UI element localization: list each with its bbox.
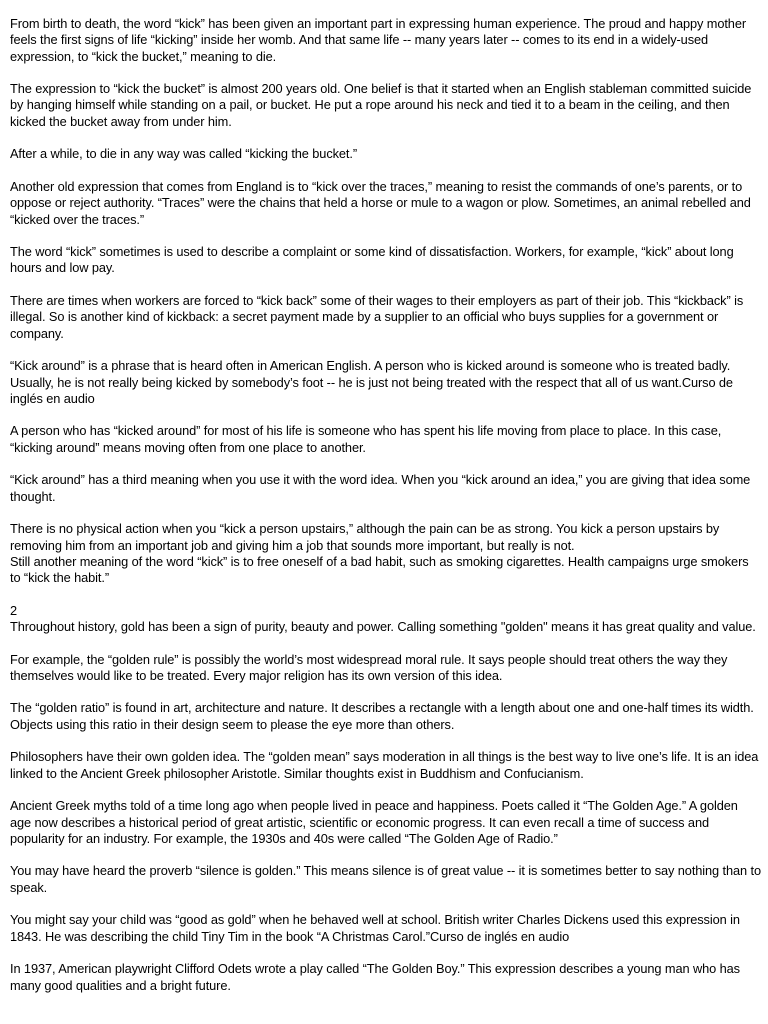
paragraph-golden-ratio: The “golden ratio” is found in art, architecture and nature. It describes a rectangle with a length about one and one-half times its width. Objects using this ratio in their design seem to please the eye more than others. — [10, 700, 754, 732]
paragraph-kick-upstairs: There is no physical action when you “kick a person upstairs,” although the pain can be as strong. You kick a person upstairs by removing him from an important job and giving him a job that sounds more important, but really is not. — [10, 521, 720, 553]
paragraph-kick-the-habit: Still another meaning of the word “kick” is to free oneself of a bad habit, such as smoking cigarettes. Health campaigns urge smokers to “kick the habit.” — [10, 553, 749, 586]
document-body — [10, 16, 762, 1010]
paragraph-kick-around-idea: “Kick around” has a third meaning when you use it with the word idea. When you “kick around an idea,” you are giving that idea some thought. — [10, 472, 751, 504]
paragraph-golden-age: Ancient Greek myths told of a time long ago when people lived in peace and happiness. Poets called it “The Golden Age.” A golden age now describes a historical period of great artistic, scientific or economic progress. It can even recall a time of success and popularity for an industry. For example, the 1930s and 40s were called “The Golden Age of Radio.” — [10, 798, 738, 846]
paragraph-golden-mean: Philosophers have their own golden idea. The “golden mean” says moderation in all things is the best way to live one’s life. It is an idea linked to the Ancient Greek philosopher Aristotle. Similar thoughts exist in Buddhism and Confucianism. — [10, 749, 759, 781]
paragraph-kick-over-traces: Another old expression that comes from England is to “kick over the traces,” meaning to resist the commands of one’s parents, or to oppose or reject authority. “Traces” were the chains that held a horse or mule to a wagon or plow. Sometimes, an animal rebelled and “kicked over the traces.” — [10, 178, 751, 227]
paragraph-kick-the-bucket: The expression to “kick the bucket” is almost 200 years old. One belief is that it started when an English stableman committed suicide by hanging himself while standing on a pail, or bucket. He put a rope around his neck and tied it to a beam in the ceiling, and then kicked the bucket away from under him. — [10, 81, 752, 129]
paragraph-gold-intro: Throughout history, gold has been a sign of purity, beauty and power. Calling something "golden" means it has great quality and value. — [10, 618, 756, 634]
paragraph-kickback: There are times when workers are forced to “kick back” some of their wages to their employers as part of their job. This “kickback” is illegal. So is another kind of kickback: a secret payment made by a supplier to an official who buys supplies for a government or company. — [10, 293, 744, 341]
paragraph-golden-boy: In 1937, American playwright Clifford Odets wrote a play called “The Golden Boy.” This expression describes a young man who has many good qualities and a bright future. — [10, 961, 740, 993]
paragraph-kick-intro: From birth to death, the word “kick” has been given an important part in expressing human experience. The proud and happy mother feels the first signs of life “kicking” inside her womb. And that same life -- many years later -- comes to its end in a widely-used expression, to “kick the bucket,” meaning to die. — [10, 16, 747, 64]
section-number: 2 — [10, 602, 18, 618]
paragraph-good-as-gold: You might say your child was “good as gold” when he behaved well at school. British writer Charles Dickens used this expression in 1843. He was describing the child Tiny Tim in the book “A Christmas Carol.”Curso de inglés en audio — [10, 912, 740, 944]
paragraph-kick-complaint: The word “kick” sometimes is used to describe a complaint or some kind of dissatisfaction. Workers, for example, “kick” about long hours and low pay. — [10, 244, 734, 276]
paragraph-kicked-around-moving: A person who has “kicked around” for most of his life is someone who has spent his life moving from place to place. In this case, “kicking around” means moving often from one place to another. — [10, 423, 722, 455]
paragraph-kick-around: “Kick around” is a phrase that is heard often in American English. A person who is kicked around is someone who is treated badly. Usually, he is not really being kicked by somebody’s foot -- he is just not being treated with the respect that all of us want.Curso de inglés en audio — [10, 358, 733, 406]
paragraph-kicking-the-bucket: After a while, to die in any way was called “kicking the bucket.” — [10, 146, 358, 162]
paragraph-silence-is-golden: You may have heard the proverb “silence is golden.” This means silence is of great value -- it is sometimes better to say nothing than to speak. — [10, 863, 761, 895]
paragraph-golden-rule: For example, the “golden rule” is possibly the world’s most widespread moral rule. It says people should treat others the way they themselves would like to be treated. Every major religion has its own version of this idea. — [10, 651, 728, 683]
